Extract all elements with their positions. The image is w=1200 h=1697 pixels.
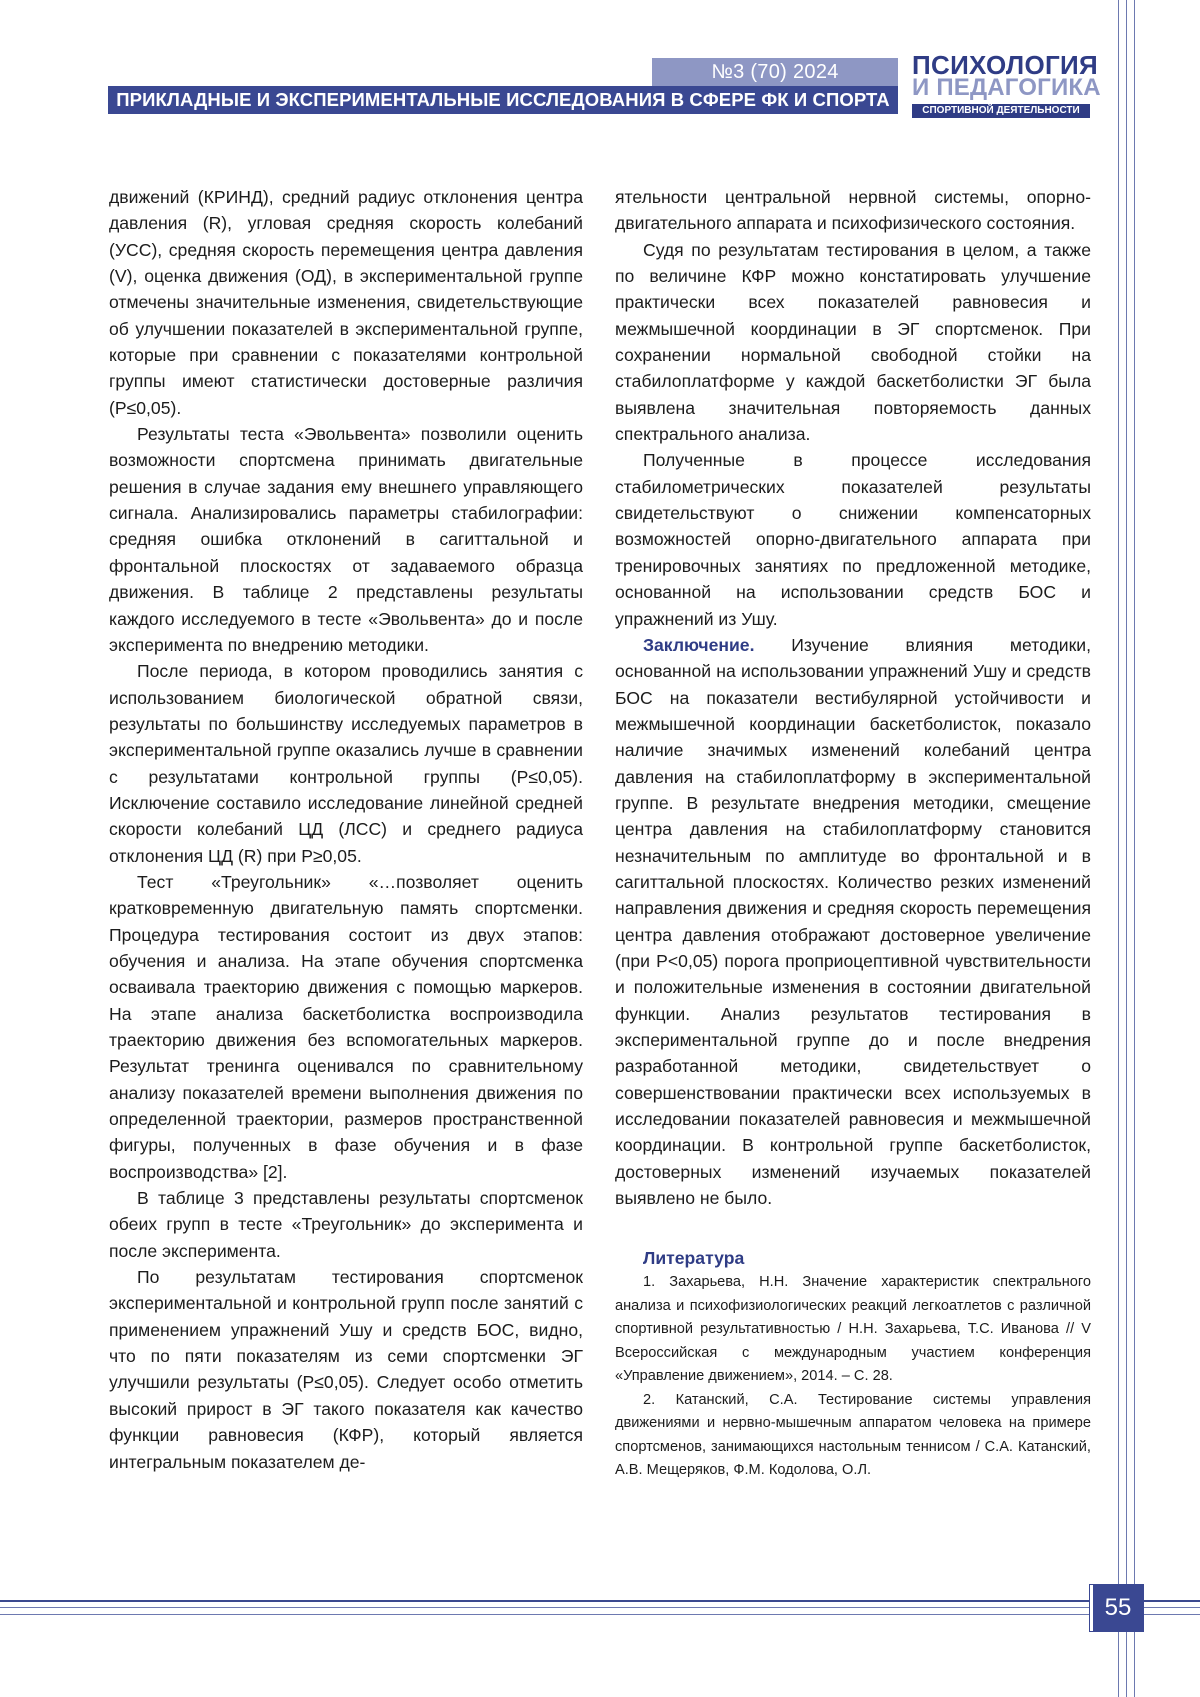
paragraph: Полученные в процессе исследования стабилометрических показателей результаты свидетельствуют о снижении компенсаторных возможностей опорно-двигательного аппарата при тренировочных занятиях по предложенной методике, основанной на использовании средств БОС и упражнений из Ушу. (615, 450, 1091, 629)
logo-line-2: И ПЕДАГОГИКА (912, 74, 1101, 101)
paragraph: ятельности центральной нервной системы, опорно-двигательного аппарата и психофизического состояния. (615, 187, 1091, 234)
left-column (109, 184, 583, 1475)
conclusion-heading: Заключение. (643, 634, 755, 655)
paragraph: движений (КРИНД), средний радиус отклонения центра давления (R), угловая средняя скорость колебаний (УСС), средняя скорость перемещения центра давления (V), оценка движения (ОД), в экспериментальной группе отмечены значительные изменения, свидетельствующие об улучшении показателей в экспериментальной группе, которые при сравнении с показателями контрольной группы имеют статистически достоверные различия (Р≤0,05). (109, 187, 583, 418)
journal-logo (912, 50, 1101, 118)
page-number: 55 (1090, 1585, 1143, 1631)
issue-number: №3 (70) 2024 (652, 58, 898, 86)
reference-item: 1. Захарьева, Н.Н. Значение характеристик спектрального анализа и психофизиологических реакций легкоатлетов с различной спортивной результативностью / Н.Н. Захарьева, Т.С. Иванова // V Всероссийская с международным участием конференция «Управление движением», 2014. – С. 28. (615, 1274, 1091, 1385)
conclusion-paragraph (615, 632, 1091, 1212)
frame-line-bottom-1 (0, 1600, 1200, 1602)
frame-line-vertical-1 (1118, 0, 1119, 1697)
paragraph: По результатам тестирования спортсменок экспериментальной и контрольной групп после занятий с применением упражнений Ушу и средств БОС, видно, что по пяти показателям из семи спортсменки ЭГ улучшили результаты (Р≤0,05). Следует особо отметить высокий прирост в ЭГ такого показателя как качество функции равновесия (КФР), который является интегральным показателем де- (109, 1267, 583, 1472)
frame-line-vertical-3 (1134, 0, 1135, 1697)
paragraph: Судя по результатам тестирования в целом, а также по величине КФР можно констатировать улучшение практически всех показателей равновесия и межмышечной координации в ЭГ спортсменок. При сохранении нормальной свободной стойки на стабилоплатформе у каждой баскетболистки ЭГ была выявлена значительная повторяемость данных спектрального анализа. (615, 239, 1091, 445)
right-column (615, 184, 1091, 1483)
frame-line-bottom-3 (0, 1614, 1200, 1615)
logo-line-1: ПСИХОЛОГИЯ (912, 50, 1098, 80)
section-title: ПРИКЛАДНЫЕ И ЭКСПЕРИМЕНТАЛЬНЫЕ ИССЛЕДОВАНИЯ В СФЕРЕ ФК И СПОРТА (108, 86, 898, 114)
reference-item: 2. Катанский, С.А. Тестирование системы управления движениями и нервно-мышечным аппаратом человека на примере спортсменов, занимающихся настольным теннисом / С.А. Катанский, А.В. Мещеряков, Ф.М. Кодолова, О.Л. (615, 1391, 1091, 1479)
frame-line-bottom-2 (0, 1607, 1200, 1608)
paragraph: Результаты теста «Эвольвента» позволили оценить возможности спортсмена принимать двигательные решения в случае задания ему внешнего управляющего сигнала. Анализировались параметры стабилографии: средняя ошибка отклонений в сагиттальной и фронтальной плоскостях от задаваемого образца движения. В таблице 2 представлены результаты каждого исследуемого в тесте «Эвольвента» до и после эксперимента по внедрению методики. (109, 424, 583, 655)
paragraph: В таблице 3 представлены результаты спортсменок обеих групп в тесте «Треугольник» до эксперимента и после эксперимента. (109, 1188, 583, 1261)
logo-line-3: СПОРТИВНОЙ ДЕЯТЕЛЬНОСТИ (912, 104, 1090, 118)
conclusion-text: Изучение влияния методики, основанной на использовании упражнений Ушу и средств БОС на показатели вестибулярной устойчивости и межмышечной координации баскетболисток, показало наличие значимых изменений колебаний центра давления на стабилоплатформу в экспериментальной группе. В результате внедрения методики, смещение центра давления на стабилоплатформу становится незначительным по амплитуде во фронтальной и в сагиттальной плоскостях. Количество резких изменений направления движения и средняя скорость перемещения центра давления отображают достоверное увеличение (при P<0,05) порога проприоцептивной чувствительности и положительные изменения в состоянии двигательной функции. Анализ результатов тестирования в экспериментальной группе до и после внедрения разработанной методики, свидетельствует о совершенствовании практически всех используемых в исследовании показателей равновесия и межмышечной координации. В контрольной группе баскетболисток, достоверных изменений изучаемых показателей выявлено не было. (615, 634, 1091, 1209)
frame-line-vertical-2 (1126, 0, 1127, 1697)
paragraph: Тест «Треугольник» «…позволяет оценить кратковременную двигательную память спортсменки. Процедура тестирования состоит из двух этапов: обучения и анализа. На этапе обучения спортсменка осваивала траекторию движения с помощью маркеров. На этапе анализа баскетболистка воспроизводила траекторию движения без вспомогательных маркеров. Результат тренинга оценивался по сравнительному анализу показателей времени выполнения движения по определенной траектории, размеров пространственной фигуры, полученных в фазе обучения и в фазе воспроизводства» [2]. (109, 871, 583, 1182)
paragraph: После периода, в котором проводились занятия с использованием биологической обратной связи, результаты по большинству исследуемых параметров в экспериментальной группе оказались лучше в сравнении с результатами контрольной группы (Р≤0,05). Исключение составило исследование линейной средней скорости колебаний ЦД (ЛСС) и среднего радиуса отклонения ЦД (R) при Р≥0,05. (109, 661, 583, 866)
literature-heading: Литература (643, 1248, 745, 1269)
